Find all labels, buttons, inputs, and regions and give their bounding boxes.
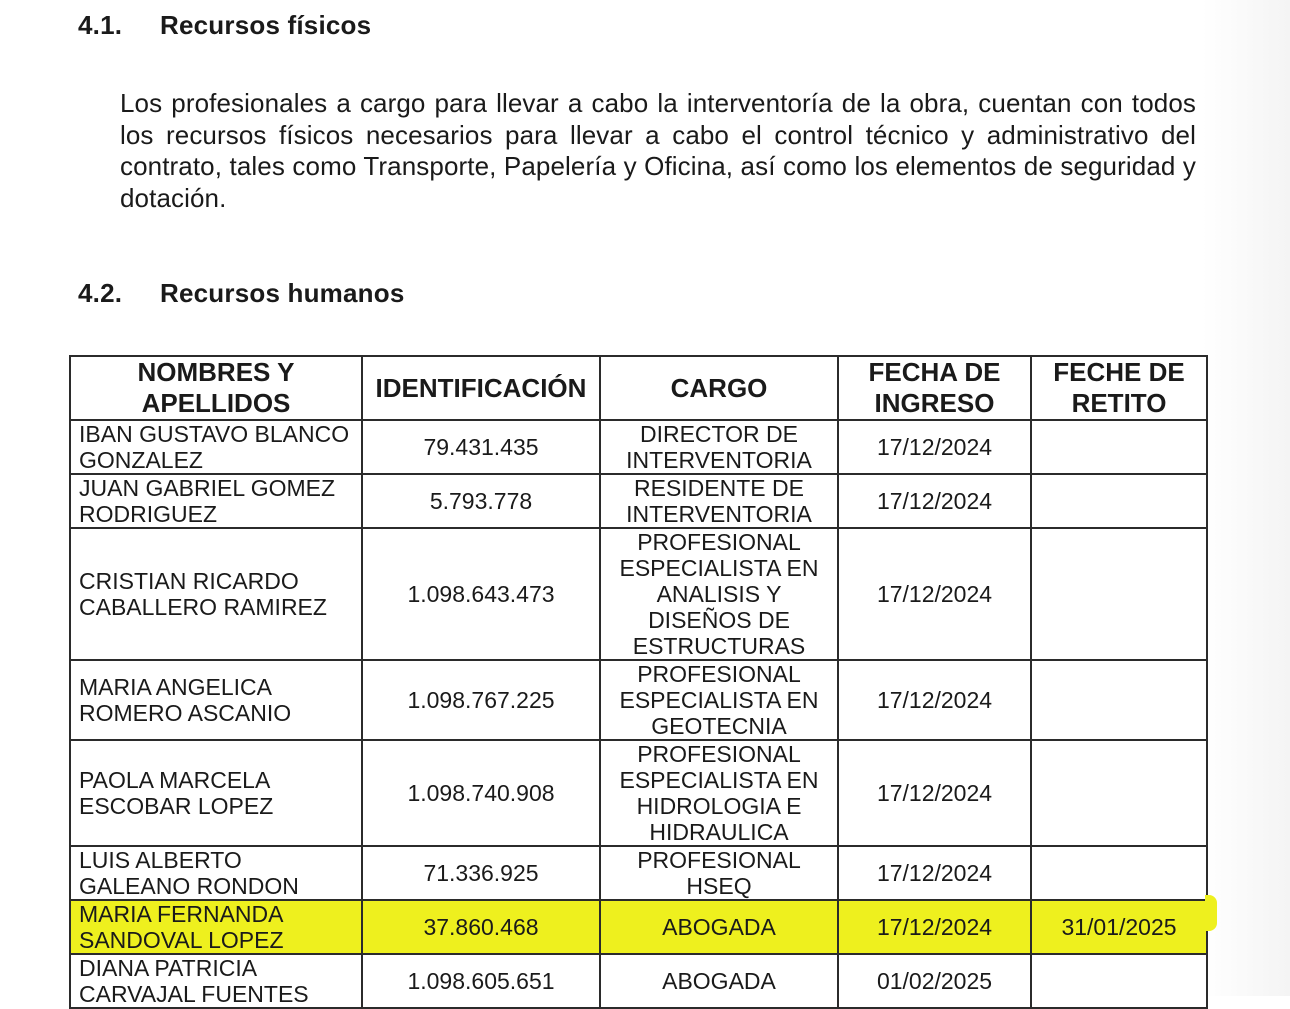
cell-end-date [1031,740,1207,846]
cell-start-date: 17/12/2024 [838,740,1031,846]
cell-name: LUIS ALBERTO GALEANO RONDON [70,846,362,900]
highlighter-mark [1205,895,1217,931]
header-start-date: FECHA DE INGRESO [838,356,1031,420]
physical-resources-paragraph: Los profesionales a cargo para llevar a cabo la interventoría de la obra, cuentan con todos los recursos físicos necesarios para llevar a cabo el control técnico y administrativo del contrato, tales como Transporte, Papelería y Oficina, así como los elementos de seguridad y dotación. [120,88,1196,213]
cell-role: DIRECTOR DE INTERVENTORIA [600,420,838,474]
table-row [70,420,1207,474]
cell-name: JUAN GABRIEL GOMEZ RODRIGUEZ [70,474,362,528]
header-identification: IDENTIFICACIÓN [362,356,600,420]
cell-role: PROFESIONAL HSEQ [600,846,838,900]
cell-role: PROFESIONAL ESPECIALISTA EN ANALISIS Y DISEÑOS DE ESTRUCTURAS [600,528,838,660]
cell-name: IBAN GUSTAVO BLANCO GONZALEZ [70,420,362,474]
cell-start-date: 17/12/2024 [838,420,1031,474]
cell-end-date [1031,954,1207,1008]
table-row-highlighted [70,900,1207,954]
cell-end-date [1031,660,1207,740]
cell-end-date [1031,846,1207,900]
cell-role: ABOGADA [600,954,838,1008]
section-number: 4.1. [78,10,123,40]
cell-name: PAOLA MARCELA ESCOBAR LOPEZ [70,740,362,846]
cell-start-date: 17/12/2024 [838,660,1031,740]
cell-role: PROFESIONAL ESPECIALISTA EN HIDROLOGIA E HIDRAULICA [600,740,838,846]
table-header-row [70,356,1207,420]
cell-end-date [1031,474,1207,528]
cell-identification: 37.860.468 [362,900,600,954]
table-row [70,660,1207,740]
header-name: NOMBRES Y APELLIDOS [70,356,362,420]
table-row [70,474,1207,528]
cell-end-date [1031,420,1207,474]
cell-role: PROFESIONAL ESPECIALISTA EN GEOTECNIA [600,660,838,740]
human-resources-table [69,355,1208,1009]
table-row [70,740,1207,846]
section-title: Recursos humanos [160,278,405,308]
cell-end-date [1031,528,1207,660]
header-end-date: FECHE DE RETITO [1031,356,1207,420]
cell-end-date: 31/01/2025 [1031,900,1207,954]
section-number: 4.2. [78,278,123,308]
cell-identification: 1.098.643.473 [362,528,600,660]
cell-identification: 5.793.778 [362,474,600,528]
cell-start-date: 17/12/2024 [838,900,1031,954]
table-row [70,954,1207,1008]
section-title: Recursos físicos [160,10,372,40]
table-row [70,846,1207,900]
cell-start-date: 17/12/2024 [838,474,1031,528]
cell-name: CRISTIAN RICARDO CABALLERO RAMIREZ [70,528,362,660]
table-row [70,528,1207,660]
cell-identification: 71.336.925 [362,846,600,900]
cell-start-date: 01/02/2025 [838,954,1031,1008]
cell-role: RESIDENTE DE INTERVENTORIA [600,474,838,528]
cell-identification: 79.431.435 [362,420,600,474]
cell-name: DIANA PATRICIA CARVAJAL FUENTES [70,954,362,1008]
cell-name: MARIA ANGELICA ROMERO ASCANIO [70,660,362,740]
header-role: CARGO [600,356,838,420]
cell-name: MARIA FERNANDA SANDOVAL LOPEZ [70,900,362,954]
cell-start-date: 17/12/2024 [838,528,1031,660]
cell-start-date: 17/12/2024 [838,846,1031,900]
cell-role: ABOGADA [600,900,838,954]
cell-identification: 1.098.767.225 [362,660,600,740]
page-edge-shadow [1202,0,1290,996]
cell-identification: 1.098.605.651 [362,954,600,1008]
cell-identification: 1.098.740.908 [362,740,600,846]
